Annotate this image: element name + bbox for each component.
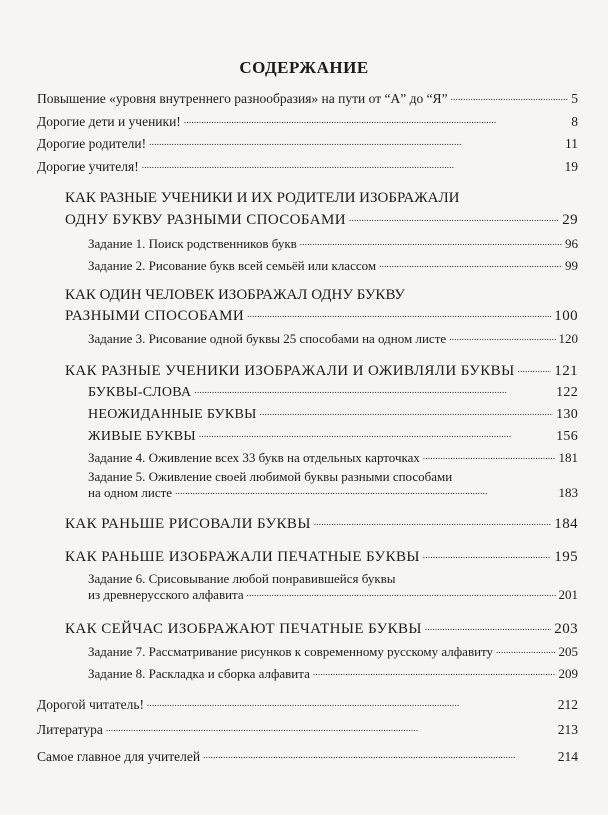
- toc-page-number: 120: [558, 331, 578, 346]
- toc-entry-text: Дорогие родители!: [37, 136, 147, 151]
- toc-entry-text: Дорогие учителя!: [37, 159, 139, 174]
- toc-page-number: 11: [565, 136, 578, 151]
- toc-task-5[interactable]: [88, 485, 578, 502]
- toc-entry-text: Задание 4. Оживление всех 33 букв на отдельных карточках: [88, 450, 420, 465]
- toc-entry-reader[interactable]: [37, 697, 578, 714]
- toc-entry-text: КАК РАНЬШЕ РИСОВАЛИ БУКВЫ: [65, 516, 311, 532]
- leader-dots: [449, 328, 555, 345]
- toc-page-number: 183: [558, 485, 578, 500]
- toc-page-number: 122: [556, 385, 578, 400]
- toc-section-1-line1: КАК РАЗНЫЕ УЧЕНИКИ И ИХ РОДИТЕЛИ ИЗОБРАЖАЛИ: [65, 190, 460, 206]
- leader-dots: [496, 641, 555, 658]
- toc-entry-parents[interactable]: [37, 136, 578, 153]
- leader-dots: [349, 209, 559, 226]
- toc-page-number: 99: [565, 258, 578, 273]
- toc-page-number: 181: [558, 450, 578, 465]
- leader-dots: [518, 360, 552, 377]
- leader-dots: [300, 233, 562, 250]
- toc-entry-text: Задание 1. Поиск родственников букв: [88, 236, 297, 251]
- toc-page-number: 195: [554, 549, 578, 565]
- toc-entry-text: КАК СЕЙЧАС ИЗОБРАЖАЮТ ПЕЧАТНЫЕ БУКВЫ: [65, 621, 422, 637]
- toc-page-number: 214: [557, 749, 578, 764]
- leader-dots: [451, 88, 569, 105]
- leader-dots: [247, 305, 551, 322]
- toc-section-2-line1: КАК ОДИН ЧЕЛОВЕК ИЗОБРАЖАЛ ОДНУ БУКВУ: [65, 287, 405, 303]
- toc-section-4[interactable]: [65, 516, 578, 533]
- toc-subsection-letter-words[interactable]: [88, 385, 578, 401]
- leader-dots: [194, 382, 553, 398]
- toc-page-number: 130: [556, 407, 578, 422]
- toc-subsection-unexpected[interactable]: [88, 407, 578, 423]
- toc-entry-children[interactable]: [37, 114, 578, 131]
- toc-task-2[interactable]: [88, 258, 578, 275]
- toc-task-6[interactable]: [88, 587, 578, 604]
- leader-dots: [147, 694, 555, 711]
- leader-dots: [313, 663, 556, 680]
- leader-dots: [425, 618, 551, 635]
- toc-page-number: 19: [564, 159, 578, 174]
- toc-entry-text: Задание 7. Рассматривание рисунков к современному русскому алфавиту: [88, 644, 494, 659]
- toc-page-number: 209: [558, 666, 578, 681]
- leader-dots: [423, 447, 556, 464]
- leader-dots: [247, 584, 556, 601]
- toc-entry-text: НЕОЖИДАННЫЕ БУКВЫ: [88, 407, 257, 422]
- toc-page-number: 201: [558, 587, 578, 602]
- toc-entry-text: КАК РАНЬШЕ ИЗОБРАЖАЛИ ПЕЧАТНЫЕ БУКВЫ: [65, 549, 420, 565]
- toc-entry-text: Литература: [37, 722, 103, 737]
- toc-entry-text: Самое главное для учителей: [37, 749, 201, 764]
- toc-entry-text: ЖИВЫЕ БУКВЫ: [88, 429, 196, 444]
- leader-dots: [423, 546, 551, 563]
- toc-section-2[interactable]: [65, 308, 578, 325]
- toc-entry-text: Задание 8. Раскладка и сборка алфавита: [88, 666, 310, 681]
- toc-entry-text: ОДНУ БУКВУ РАЗНЫМИ СПОСОБАМИ: [65, 212, 346, 228]
- toc-section-5[interactable]: [65, 549, 578, 566]
- toc-entry-text: Задание 2. Рисование букв всей семьёй или классом: [88, 258, 377, 273]
- page-title: СОДЕРЖАНИЕ: [239, 58, 369, 77]
- toc-page-number: 205: [558, 644, 578, 659]
- toc-section-3[interactable]: [65, 363, 578, 380]
- toc-entry-most-important[interactable]: [37, 749, 578, 766]
- toc-section-1[interactable]: [65, 212, 578, 229]
- leader-dots: [142, 156, 562, 173]
- toc-task-3[interactable]: [88, 331, 578, 348]
- toc-task-1[interactable]: [88, 236, 578, 253]
- toc-entry-text: Задание 3. Рисование одной буквы 25 способами на одном листе: [88, 331, 447, 346]
- leader-dots: [184, 111, 568, 128]
- toc-entry-text: РАЗНЫМИ СПОСОБАМИ: [65, 308, 245, 324]
- toc-page-number: 156: [556, 429, 578, 444]
- toc-entry-text: БУКВЫ-СЛОВА: [88, 385, 192, 400]
- toc-entry-text: КАК РАЗНЫЕ УЧЕНИКИ ИЗОБРАЖАЛИ И ОЖИВЛЯЛИ БУКВЫ: [65, 363, 515, 379]
- toc-page-number: 100: [554, 308, 578, 324]
- toc-task-7[interactable]: [88, 644, 578, 661]
- toc-entry-intro[interactable]: [37, 91, 578, 108]
- toc-page-number: 184: [554, 516, 578, 532]
- leader-dots: [203, 746, 555, 763]
- toc-page-number: 5: [571, 91, 578, 106]
- toc-page-number: 96: [565, 236, 578, 251]
- toc-page-number: 29: [562, 212, 578, 228]
- leader-dots: [149, 133, 562, 150]
- toc-entry-text: из древнерусского алфавита: [88, 587, 244, 602]
- toc-page-number: 213: [557, 722, 578, 737]
- leader-dots: [106, 719, 555, 736]
- toc-entry-text: Дорогие дети и ученики!: [37, 114, 181, 129]
- toc-task-5-line1: Задание 5. Оживление своей любимой буквы разными способами: [88, 469, 453, 484]
- leader-dots: [260, 404, 553, 420]
- toc-entry-teachers[interactable]: [37, 159, 578, 176]
- leader-dots: [314, 513, 552, 530]
- toc-entry-text: Повышение «уровня внутреннего разнообразия» на пути от “А” до “Я”: [37, 91, 448, 106]
- toc-entry-text: Дорогой читатель!: [37, 697, 145, 712]
- leader-dots: [379, 255, 562, 272]
- toc-task-8[interactable]: [88, 666, 578, 683]
- toc-subsection-living[interactable]: [88, 429, 578, 445]
- toc-page-number: 212: [557, 697, 578, 712]
- leader-dots: [175, 482, 555, 499]
- toc-task-6-line1: Задание 6. Срисовывание любой понравившейся буквы: [88, 571, 396, 586]
- toc-page-number: 121: [554, 363, 578, 379]
- toc-task-4[interactable]: [88, 450, 578, 467]
- toc-section-6[interactable]: [65, 621, 578, 638]
- toc-page-number: 8: [571, 114, 578, 129]
- leader-dots: [199, 426, 553, 442]
- toc-page-number: 203: [554, 621, 578, 637]
- toc-entry-text: на одном листе: [88, 485, 173, 500]
- toc-entry-literature[interactable]: [37, 722, 578, 739]
